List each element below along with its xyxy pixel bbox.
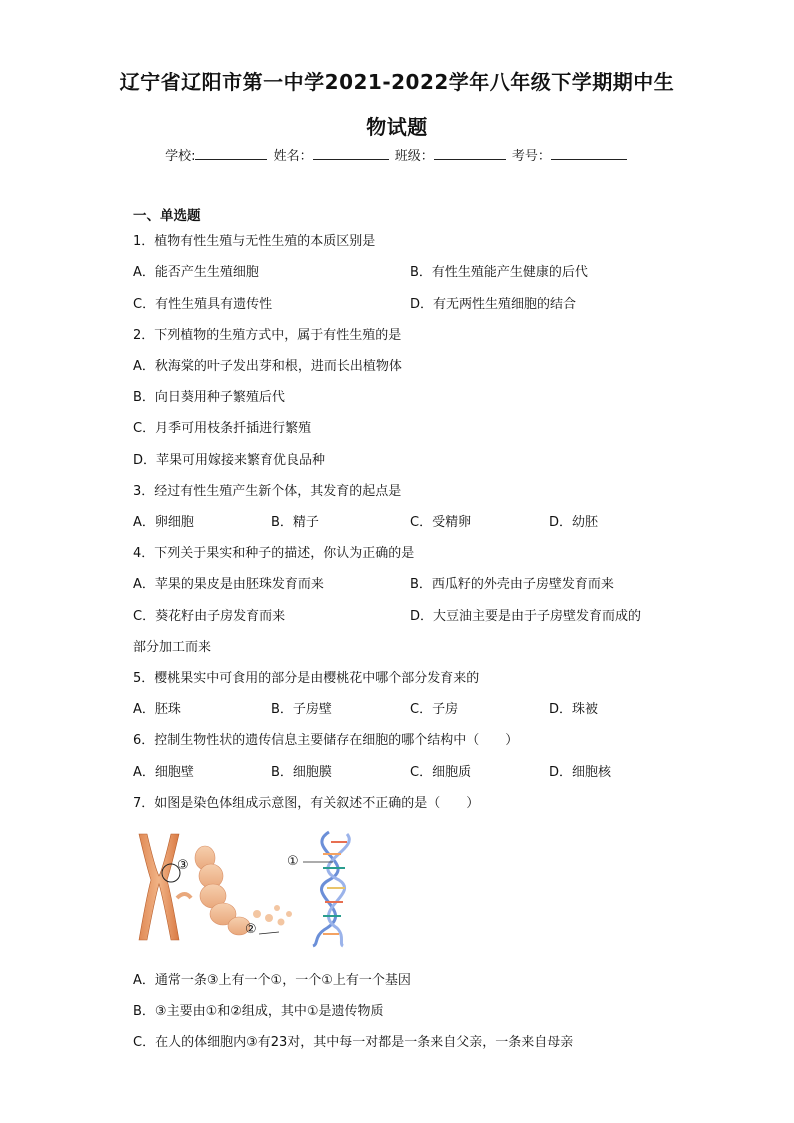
option-b: B．细胞膜 bbox=[271, 765, 332, 780]
question-stem: 2．下列植物的生殖方式中，属于有性生殖的是 bbox=[133, 328, 402, 343]
option-c: C．子房 bbox=[410, 702, 459, 717]
option-c: C．有性生殖具有遗传性 bbox=[133, 297, 273, 312]
option-a: A．秋海棠的叶子发出芽和根，进而长出植物体 bbox=[133, 359, 402, 374]
section-heading: 一、单选题 bbox=[133, 208, 201, 224]
student-info-line bbox=[0, 145, 794, 164]
option-a: A．能否产生生殖细胞 bbox=[133, 265, 259, 280]
option-d: D．大豆油主要是由于子房壁发育而成的 bbox=[410, 609, 642, 624]
option-b: B．向日葵用种子繁殖后代 bbox=[133, 390, 285, 405]
figure-label-two: ② bbox=[245, 922, 257, 937]
coiled-fiber bbox=[177, 846, 292, 935]
option-b: B．西瓜籽的外壳由子房壁发育而来 bbox=[410, 577, 614, 592]
question-stem: 6．控制生物性状的遗传信息主要储存在细胞的哪个结构中（ ） bbox=[133, 733, 519, 748]
option-d-continued: 部分加工而来 bbox=[133, 640, 212, 655]
number-label: 考号： bbox=[511, 149, 551, 164]
school-blank[interactable] bbox=[195, 147, 267, 160]
class-blank[interactable] bbox=[434, 147, 506, 160]
option-d: D．苹果可用嫁接来繁育优良品种 bbox=[133, 453, 326, 468]
option-d: D．细胞核 bbox=[549, 765, 612, 780]
option-b: B．子房壁 bbox=[271, 702, 332, 717]
page-title-continued: 物试题 bbox=[366, 115, 428, 139]
dna-helix bbox=[313, 832, 349, 946]
option-d: D．幼胚 bbox=[549, 515, 599, 530]
question-stem: 7．如图是染色体组成示意图，有关叙述不正确的是（ ） bbox=[133, 796, 480, 811]
option-c: C．葵花籽由子房发育而来 bbox=[133, 609, 286, 624]
number-blank[interactable] bbox=[551, 147, 627, 160]
chromosome-shape bbox=[139, 834, 180, 940]
option-c: C．在人的体细胞内③有23对，其中每一对都是一条来自父亲，一条来自母亲 bbox=[133, 1035, 574, 1050]
option-c: C．受精卵 bbox=[410, 515, 472, 530]
name-blank[interactable] bbox=[313, 147, 389, 160]
option-a: A．卵细胞 bbox=[133, 515, 194, 530]
option-a: A．胚珠 bbox=[133, 702, 181, 717]
school-label: 学校: bbox=[165, 149, 196, 164]
option-a: A．通常一条③上有一个①，一个①上有一个基因 bbox=[133, 973, 411, 988]
figure-label-one: ① bbox=[287, 854, 299, 869]
name-label: 姓名： bbox=[273, 149, 313, 164]
question-stem: 4．下列关于果实和种子的描述，你认为正确的是 bbox=[133, 546, 415, 561]
option-a: A．细胞壁 bbox=[133, 765, 194, 780]
option-c: C．细胞质 bbox=[410, 765, 472, 780]
option-d: D．珠被 bbox=[549, 702, 599, 717]
question-stem: 3．经过有性生殖产生新个体，其发育的起点是 bbox=[133, 484, 402, 499]
class-label: 班级： bbox=[394, 149, 434, 164]
option-d: D．有无两性生殖细胞的结合 bbox=[410, 297, 577, 312]
question-stem: 1．植物有性生殖与无性生殖的本质区别是 bbox=[133, 234, 376, 249]
option-b: B．③主要由①和②组成，其中①是遗传物质 bbox=[133, 1004, 384, 1019]
option-a: A．苹果的果皮是由胚珠发育而来 bbox=[133, 577, 324, 592]
option-c: C．月季可用枝条扦插进行繁殖 bbox=[133, 421, 312, 436]
figure-label-three: ③ bbox=[177, 858, 189, 873]
page-title: 辽宁省辽阳市第一中学2021-2022学年八年级下学期期中生 bbox=[119, 70, 675, 94]
option-b: B．有性生殖能产生健康的后代 bbox=[410, 265, 588, 280]
chromosome-diagram bbox=[133, 828, 363, 948]
question-stem: 5．樱桃果实中可食用的部分是由樱桃花中哪个部分发育来的 bbox=[133, 671, 480, 686]
option-b: B．精子 bbox=[271, 515, 319, 530]
